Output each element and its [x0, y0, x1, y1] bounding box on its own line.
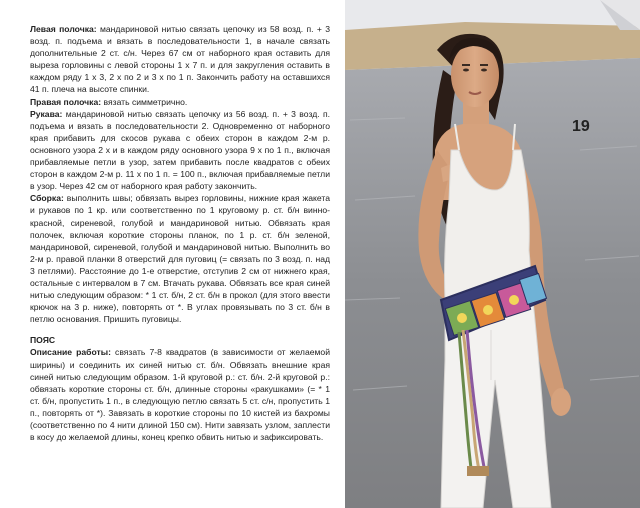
instructions-text — [30, 23, 330, 443]
beach-scene — [345, 0, 640, 508]
model-photo — [345, 0, 640, 508]
assembly-title: Сборка: — [30, 193, 64, 204]
belt-heading-paragraph — [30, 334, 330, 346]
belt-desc-title: Описание работы: — [30, 347, 111, 358]
page-fold — [600, 0, 640, 30]
sleeve-title: Рукава: — [30, 108, 63, 119]
right-front-title: Правая полочка: — [30, 96, 102, 107]
left-front-text: мандариновой нитью связать цепочку из 58 возд. п. + 3 возд. п. подъема и вязать в последовательности 1, в начале связать дополнительные 2 ст. с/н. Через 67 см от наборного края оставить для выреза горловины с левой стороны 1 х 7 п. и для закругления оставить в каждом ряду 1 х 3, 2 х по 2 и 3 х по 1 п. Закончить работу на оставшихся 41 п. плеча на высоте спинки. — [30, 24, 330, 95]
right-hand — [551, 388, 571, 416]
page-number: 19 — [572, 118, 590, 135]
right-front-text: вязать симметрично. — [103, 96, 188, 107]
left-front-title: Левая полочка: — [30, 24, 97, 34]
sleeve-paragraph — [30, 108, 330, 193]
tassel-end — [467, 466, 489, 476]
belt-desc-text: связать 7-8 квадратов (в зависимости от желаемой ширины) и соединить их синей нитью ст. б/н. Обвязать внешние края синей нитью следующим образом. 1-й круговой р.: ст. б/н. 2-й круговой р.: обвязать короткие стороны ст. б/н, длинные стороны «ракушками» (= * 1 ст. б/н, пропустить 1 п., в следующую петлю связать 5 ст. с/н, пропустить 1 п., повторять от *). Завязать в короткие стороны по 10 кистей из бахромы (соответственно по 4 нити длиной 150 см). Нити завязать узлом, заплести в косу до желаемой длины, конец крепко обвить нитью и зафиксировать. — [30, 347, 330, 443]
sleeve-text: мандариновой нитью связать цепочку из 56 возд. п. + 3 возд. п. подъема и вязать в последовательности 2. Одновременно от наборного края прибавить для скосов рукава с обеих сторон в каждом 2-м р. основного узора 2 х и в каждом ряду основного узора 9 х по 1 п., включая прибавляемые петли в узор, затем прибавить после квадратов с обеих сторон в каждом 2-м р. 11 х по 1 п. = 100 п., включая прибавляемые петли в узор. Через 42 см от наборного края работу закончить. — [30, 108, 331, 192]
assembly-text: выполнить швы; обвязать вырез горловины, нижние края жакета и рукавов по 1 кр. или соответственно по 1 круговому р. ст. б/н винно-красной, сиреневой, голубой и мандариновой нитью. Обвязать края полочек, включая короткие стороны планок, по 1 р. ст. б/н зеленой, мандариновой, сиреневой, голубой и мандариновой нитью. Выполнить во 2-м р. правой планки 8 отверстий для пуговиц (= связать по 3 возд. п. над 3 петлями). Расстояние до 1-е отверстие, отступив 2 см от нижнего края, остальные с интервалом в 7 см. Втачать рукава. Обвязать все края синей нитью следующим образом: * 1 ст. б/н, 2 ст. б/н в прокол (для этого ввести крючок на 3 р. ниже), повторять от *. В углах провязывать по 3 ст. б/н в петлю основания. Пришить пуговицы. — [30, 193, 330, 325]
right-front-paragraph — [30, 96, 330, 108]
belt-paragraph — [30, 346, 330, 443]
assembly-paragraph — [30, 192, 330, 325]
belt-heading: ПОЯС — [30, 335, 56, 346]
left-front-paragraph — [30, 23, 330, 96]
